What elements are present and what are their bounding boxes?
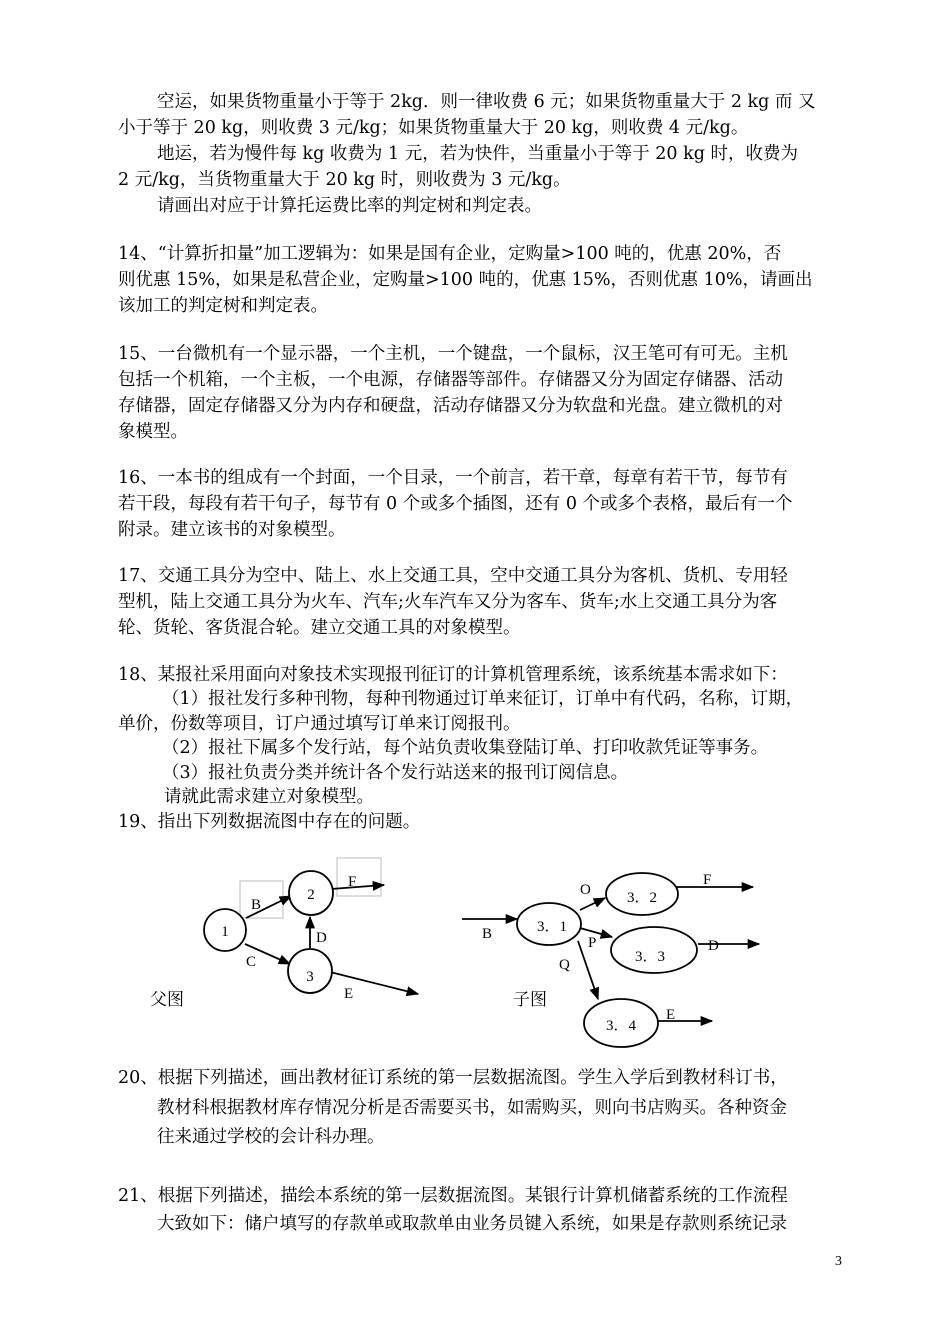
question-16-line: 若干段，每段有若干句子，每节有 0 个或多个插图，还有 0 个或多个表格，最后有一个 [118,494,793,514]
page-number: 3 [835,1254,842,1269]
flow-label: B [251,897,262,913]
question-20-line: 教材科根据教材库存情况分析是否需要买书，如需购买，则向书店购买。各种资金 [157,1098,787,1118]
flow-label: B [482,926,493,942]
question-15-line: 象模型。 [118,422,188,442]
question-18-line: 18、某报社采用面向对象技术实现报刊征订的计算机管理系统，该系统基本需求如下： [118,665,788,685]
box-artifact [337,858,381,896]
paragraph-line: 2 元/kg，当货物重量大于 20 kg 时，则收费为 3 元/kg。 [118,170,571,190]
question-19-line: 19、指出下列数据流图中存在的问题。 [118,812,421,832]
question-18-line: 请就此需求建立对象模型。 [164,787,374,807]
flow-label: O [580,882,591,898]
data-flow-diagram [0,840,950,1060]
diagram-caption: 父图 [150,990,184,1009]
box-artifact [240,881,283,918]
flow-label: D [708,938,719,954]
question-18-line: （3）报社负责分类并统计各个发行站送来的报刊订阅信息。 [162,763,629,783]
node-label: 3．3 [634,949,666,965]
flow-label: Q [559,957,570,973]
flow-label: D [316,930,327,946]
question-17-line: 17、交通工具分为空中、陆上、水上交通工具，空中交通工具分为客机、货机、专用轻 [118,566,788,586]
question-20-line: 20、根据下列描述，画出教材征订系统的第一层数据流图。学生入学后到教材科订书， [118,1068,788,1088]
question-17-line: 轮、货轮、客货混合轮。建立交通工具的对象模型。 [118,618,521,638]
question-16-line: 16、一本书的组成有一个封面，一个目录，一个前言，若干章，每章有若干节，每节有 [118,468,788,488]
paragraph-line: 请画出对应于计算托运费比率的判定树和判定表。 [157,196,542,216]
node-label: 3．1 [536,919,568,935]
question-18-line: （2）报社下属多个发行站，每个站负责收集登陆订单、打印收款凭证等事务。 [162,738,769,758]
question-18-line: 单价，份数等项目，订户通过填写订单来订阅报刊。 [118,714,521,734]
flow-label: F [348,874,357,890]
question-17-line: 型机，陆上交通工具分为火车、汽车;火车汽车又分为客车、货车;水上交通工具分为客 [118,592,778,612]
node-label: 2 [307,887,315,903]
flow-arrow-o [580,898,605,910]
flow-label: F [703,872,712,888]
node-label: 3．4 [605,1018,637,1034]
flow-arrow-f [331,885,384,889]
question-14-line: 该加工的判定树和判定表。 [118,296,328,316]
flow-label: E [666,1007,676,1023]
node-label: 1 [221,924,229,940]
question-20-line: 往来通过学校的会计科办理。 [157,1127,385,1147]
flow-label: C [246,954,257,970]
diagram-caption: 子图 [513,990,547,1009]
question-16-line: 附录。建立该书的对象模型。 [118,520,346,540]
paragraph-line: 小于等于 20 kg，则收费 3 元/kg；如果货物重量大于 20 kg，则收费 4 元/kg。 [118,118,749,138]
question-18-line: （1）报社发行多种刊物，每种刊物通过订单来征订，订单中有代码，名称，订期， [162,689,804,709]
flow-label: E [344,986,354,1002]
question-21-line: 21、根据下列描述，描绘本系统的第一层数据流图。某银行计算机储蓄系统的工作流程 [118,1186,788,1206]
question-15-line: 存储器，固定存储器又分为内存和硬盘，活动存储器又分为软盘和光盘。建立微机的对 [118,396,783,416]
node-label: 3．2 [626,890,658,906]
flow-label: P [588,935,597,951]
paragraph-line: 空运，如果货物重量小于等于 2kg．则一律收费 6 元；如果货物重量大于 2 kg 而 又 [157,92,816,112]
question-15-line: 包括一个机箱，一个主板，一个电源，存储器等部件。存储器又分为固定存储器、活动 [118,370,783,390]
question-14-line: 则优惠 15%，如果是私营企业，定购量>100 吨的，优惠 15%，否则优惠 10%，请画出 [118,270,813,290]
paragraph-line: 地运，若为慢件每 kg 收费为 1 元，若为快件，当重量小于等于 20 kg 时，收费为 [157,144,798,164]
question-15-line: 15、一台微机有一个显示器，一个主机，一个键盘，一个鼠标，汉王笔可有可无。主机 [118,344,788,364]
question-14-line: 14、“计算折扣量”加工逻辑为：如果是国有企业，定购量>100 吨的，优惠 20%，否 [118,244,782,264]
node-label: 3 [306,969,314,985]
question-21-line: 大致如下：储户填写的存款单或取款单由业务员键入系统，如果是存款则系统记录 [157,1214,787,1234]
